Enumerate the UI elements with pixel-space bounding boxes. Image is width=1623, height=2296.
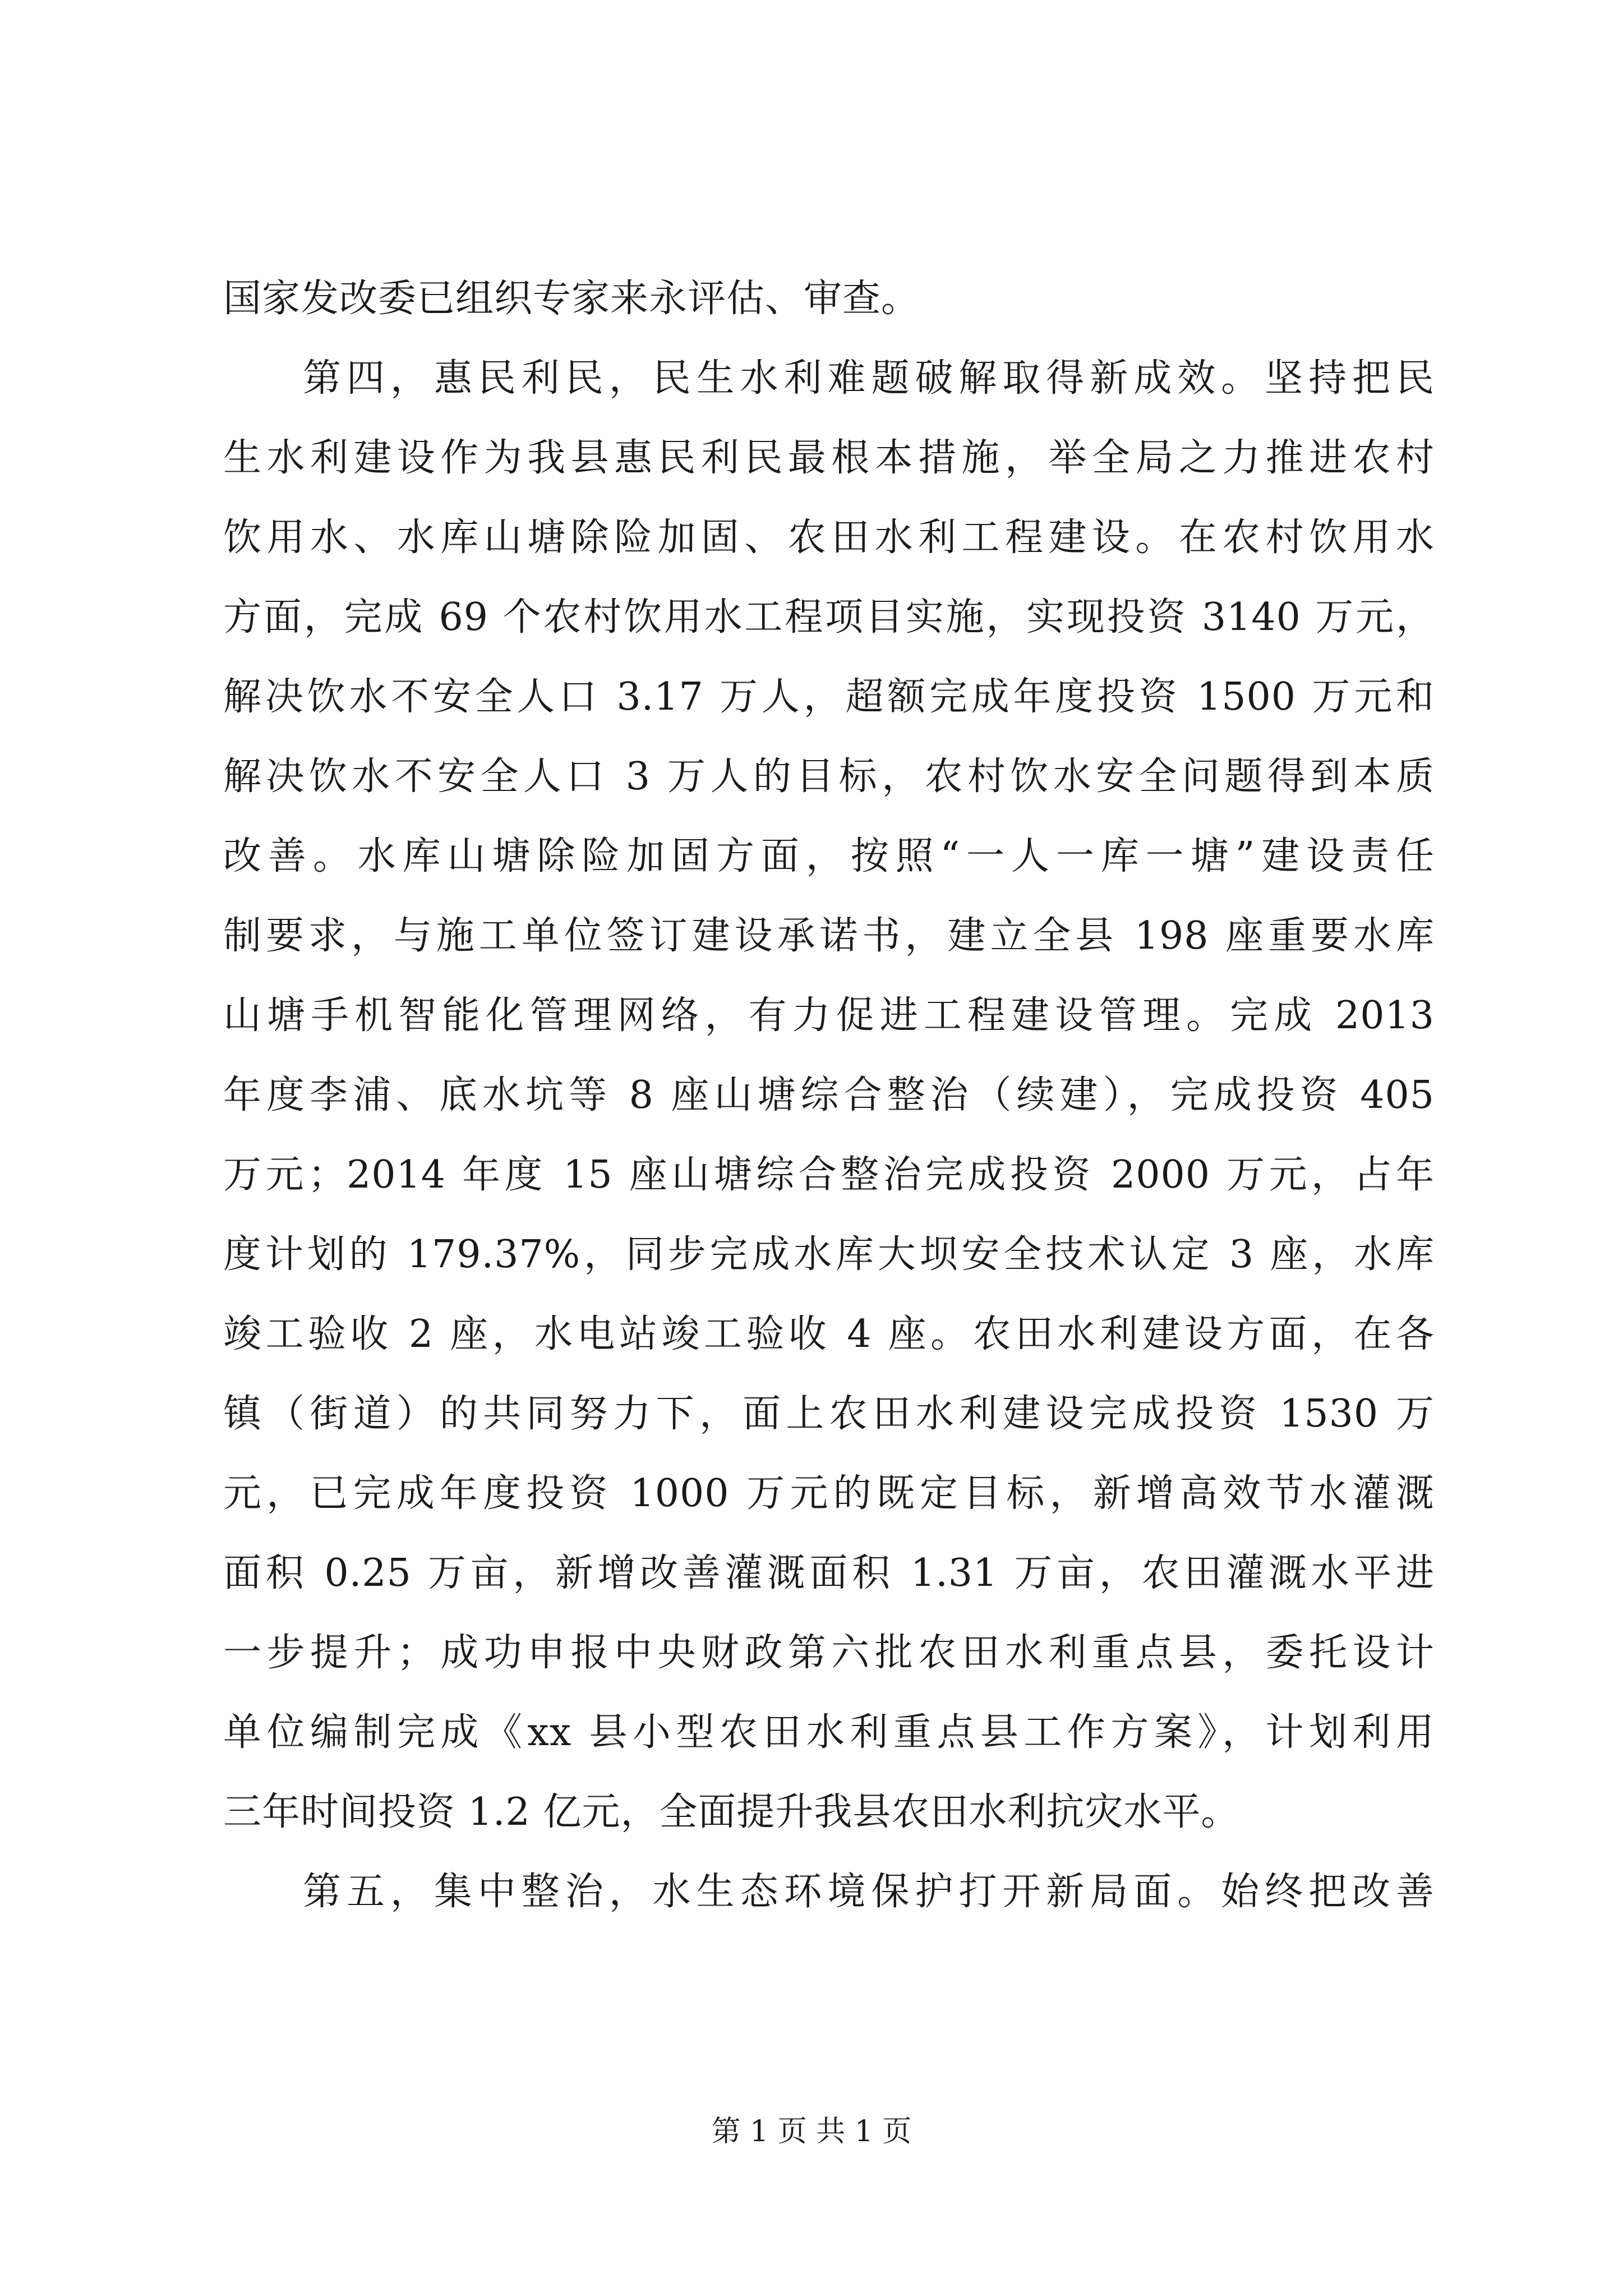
text-line: 年度李浦、底水坑等 8 座山塘综合整治（续建），完成投资 405 [223, 1073, 1435, 1117]
text-line: 度计划的 179.37%，同步完成水库大坝安全技术认定 3 座，水库 [223, 1232, 1435, 1277]
text-line: 方面，完成 69 个农村饮用水工程项目实施，实现投资 3140 万元， [223, 595, 1435, 639]
text-line: 竣工验收 2 座，水电站竣工验收 4 座。农田水利建设方面，在各 [223, 1312, 1435, 1356]
body-text [223, 259, 1435, 1932]
text-line: 山塘手机智能化管理网络，有力促进工程建设管理。完成 2013 [223, 993, 1435, 1038]
text-line: 面积 0.25 万亩，新增改善灌溉面积 1.31 万亩，农田灌溉水平进 [223, 1551, 1435, 1595]
text-line: 国家发改委已组织专家来永评估、审查。 [223, 277, 920, 321]
text-line: 镇（街道）的共同努力下，面上农田水利建设完成投资 1530 万 [223, 1392, 1435, 1436]
text-line: 解决饮水不安全人口 3.17 万人，超额完成年度投资 1500 万元和 [223, 675, 1435, 719]
text-line: 饮用水、水库山塘除险加固、农田水利工程建设。在农村饮用水 [223, 516, 1435, 560]
page-footer: 第 1 页 共 1 页 [711, 2115, 912, 2148]
text-line: 改善。水库山塘除险加固方面，按照“一人一库一塘”建设责任 [223, 834, 1435, 878]
text-line: 万元；2014 年度 15 座山塘综合整治完成投资 2000 万元，占年 [223, 1153, 1435, 1197]
text-line: 三年时间投资 1.2 亿元，全面提升我县农田水利抗灾水平。 [223, 1790, 1240, 1834]
text-line: 第五，集中整治，水生态环境保护打开新局面。始终把改善 [303, 1870, 1435, 1914]
text-line: 第四，惠民利民，民生水利难题破解取得新成效。坚持把民 [303, 356, 1435, 401]
text-line: 制要求，与施工单位签订建设承诺书，建立全县 198 座重要水库 [223, 914, 1435, 958]
text-line: 元，已完成年度投资 1000 万元的既定目标，新增高效节水灌溉 [223, 1471, 1435, 1516]
text-line: 单位编制完成《xx 县小型农田水利重点县工作方案》，计划利用 [223, 1710, 1435, 1755]
text-line: 生水利建设作为我县惠民利民最根本措施，举全局之力推进农村 [223, 436, 1435, 480]
text-line: 解决饮水不安全人口 3 万人的目标，农村饮水安全问题得到本质 [223, 754, 1435, 799]
text-line: 一步提升；成功申报中央财政第六批农田水利重点县，委托设计 [223, 1631, 1435, 1675]
